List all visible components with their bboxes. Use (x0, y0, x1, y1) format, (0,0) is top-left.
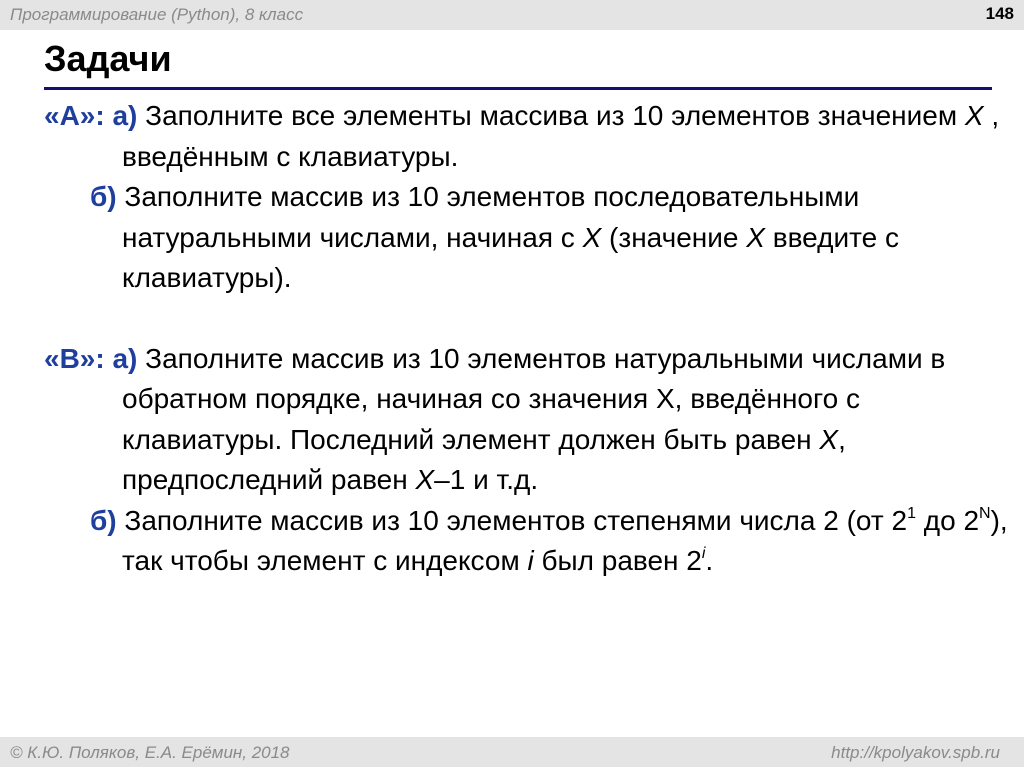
task-variable: X (415, 464, 435, 495)
group-label-a: «A»: (44, 100, 105, 131)
task-b-b (0, 501, 1024, 582)
task-text: Заполните массив из 10 элементов степенями числа 2 (от 2 (116, 504, 908, 536)
task-variable: X (582, 221, 602, 253)
site-link[interactable]: http://kpolyakov.spb.ru (831, 743, 1000, 762)
task-a-a (0, 96, 1024, 177)
superscript: i (701, 545, 706, 562)
superscript: N (979, 504, 991, 522)
task-text: . (705, 545, 714, 576)
group-label-b: «B»: (44, 342, 105, 374)
course-title: Программирование (Python), 8 класс (10, 5, 304, 24)
task-list (0, 96, 1024, 582)
task-label: а) (112, 100, 138, 131)
slide-title: Задачи (44, 38, 172, 79)
title-underline (44, 87, 992, 90)
page-number: 148 (985, 4, 1014, 23)
task-text: Заполните все элементы массива из 10 элементов значением (137, 100, 965, 131)
task-text: до 2 (915, 504, 980, 536)
task-text: был равен 2 (533, 545, 702, 576)
slide-header-bar (0, 0, 1024, 30)
task-label: б) (90, 504, 117, 536)
task-text: , предпоследний равен (122, 423, 846, 495)
task-text: –1 и т.д. (434, 464, 539, 495)
task-label: а) (112, 342, 138, 374)
task-text: , введённым с клавиатуры. (122, 100, 1000, 172)
task-variable: i (527, 545, 534, 576)
task-text: Заполните массив из 10 элементов последовательными натуральными числами, начиная с (116, 181, 860, 253)
task-a-b (0, 177, 1024, 299)
task-text: (значение (601, 221, 747, 253)
task-text: введите с клавиатуры). (122, 221, 899, 293)
task-text: Заполните массив из 10 элементов натуральными числами в обратном порядке, начиная со значения X, введённого с клавиатуры. Последний элемент должен быть равен (122, 342, 946, 455)
task-b-a (0, 339, 1024, 501)
task-label: б) (90, 181, 117, 212)
task-text: ), так чтобы элемент с индексом (122, 504, 1008, 576)
slide-footer-bar (0, 737, 1024, 767)
task-variable: X (746, 221, 765, 253)
task-variable: X (964, 100, 984, 131)
superscript: 1 (907, 504, 916, 522)
spacer (0, 299, 1024, 339)
copyright: © К.Ю. Поляков, Е.А. Ерёмин, 2018 (10, 743, 290, 762)
task-variable: X (819, 423, 839, 455)
